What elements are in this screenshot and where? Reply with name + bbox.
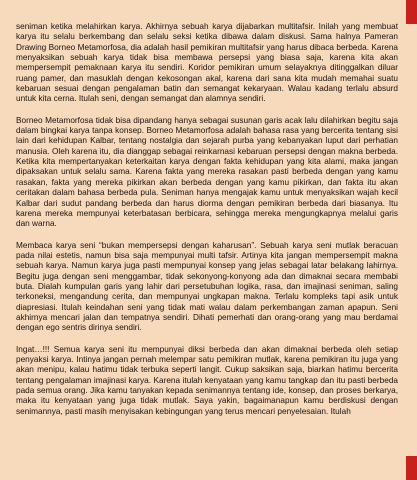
page-edge-tab-top bbox=[406, 0, 417, 24]
article-body bbox=[16, 22, 398, 417]
paragraph-3: Membaca karya seni “bukan mempersepsi dengan kaharusan”. Sebuah karya seni mutlak beracuan pada nilai estetis, namun bisa saja mempunyai multi tafsir. Artinya kita jangan mempersempit makna sebuah karya. Namun karya juga pasti mempunyai konsep yang jelas sebagai latar belakang lahirnya. Begitu juga dengan seni menggambar, tidak sekonyong-konyong ada dan dimaknai secara membabi buta. Dialah kumpulan garis yang lahir dari persetubuhan logika, rasa, dan imajinasi seniman, saling terkoneksi, mengandung cerita, dan mempunyai ungkapan makna. Terlalu kompleks tapi asik untuk diapresiasi. Itulah keindahan seni yang tidak mati walau dalam perkembangan zaman apapun. Seni akhirnya mencari jalan dan tempatnya sendiri. Dihati pemerhati dan orang-orang yang mau berdamai dengan ego sentris dirinya sendiri. bbox=[16, 240, 398, 333]
paragraph-4: Ingat…!!! Semua karya seni itu mempunyai diksi berbeda dan akan dimaknai berbeda oleh setiap penyaksi karya. Intinya jangan pernah melempar satu pemikiran mutlak, karena pemikiran itu juga yang akan menipu, kalau hatimu tidak terbuka seperti langit. Cukup saksikan saja, biarkan hatimu bercerita tentang pengalaman imajinasi karya. Karena itulah kenyataan yang kamu tangkap dan itu pasti berbeda pada semua orang. Jika kamu tanyakan kepada senimannya tentang ide, konsep, dan proses berkarya, maka itu kenyataan yang juga tidak mutlak. Saya yakin, bagaimanapun kamu berdiskusi dengan senimannya, pasti masih menyisakan kebingungan yang terus mencari penyelesaian. Itulah bbox=[16, 344, 398, 416]
page-edge-tab-bottom bbox=[406, 456, 417, 480]
paragraph-2: Borneo Metamorfosa tidak bisa dipandang hanya sebagai susunan garis acak lalu dilahirkan begitu saja dalam bingkai karya tanpa konsep. Borneo Metamorfosa adalah bahasa rasa yang bercerita tentang sisi lain dari kehidupan Kalbar, tentang nostalgia dan sejarah purba yang kebanyakan luput dari perhatian manusia. Oleh karena itu, dia dianggap sebagai reinkarnasi kebaruan persepsi dengan makna berbeda. Ketika kita mempertanyakan keterkaitan karya dengan fakta kehidupan yang kita alami, maka jangan dipaksakan untuk selalu sama. Karena fakta yang mereka rasakan pasti berbeda dengan yang kamu rasakan, fakta yang mereka pikirkan akan berbeda dengan yang kamu pikirkan, dan fakta itu akan ceritakan dalam bahasa berbeda pula. Seniman hanya mengajak kamu untuk menyaksikan wajah kecil Kalbar dari sudut pandang berbeda dan harus diorma dengan pemikiran berbeda dari biasanya. Itu karena mereka mempunyai keterbatasan berbicara, sehingga mereka mengungkapnya melalui garis dan warna. bbox=[16, 115, 398, 229]
paragraph-1: seniman ketika melahirkan karya. Akhirnya sebuah karya dijabarkan multitafsir. Inilah yang membuat karya itu selalu berkembang dan selalu seksi ketika dibawa dalam diskusi. Sama halnya Pameran Drawing Borneo Metamorfosa, dia adalah hasil pemikiran multitafsir yang harus dibaca berbeda. Karena menyaksikan sebuah karya tidak bisa membawa persepsi yang biasa saja, karena kita akan mempersempit pemaknaan karya itu sendiri. Koridor pemikiran umum selayaknya ditinggalkan diluar ruang pamer, dan masuklah dengan kekosongan akal, karena dari sana kita mudah memahai suatu kebaruan sesuai dengan pengalaman batin dan semangat kekaryaan. Walau kadang terlalu absurd untuk kita cerna. Itulah seni, dengan semangat dan alamnya sendiri. bbox=[16, 22, 398, 104]
